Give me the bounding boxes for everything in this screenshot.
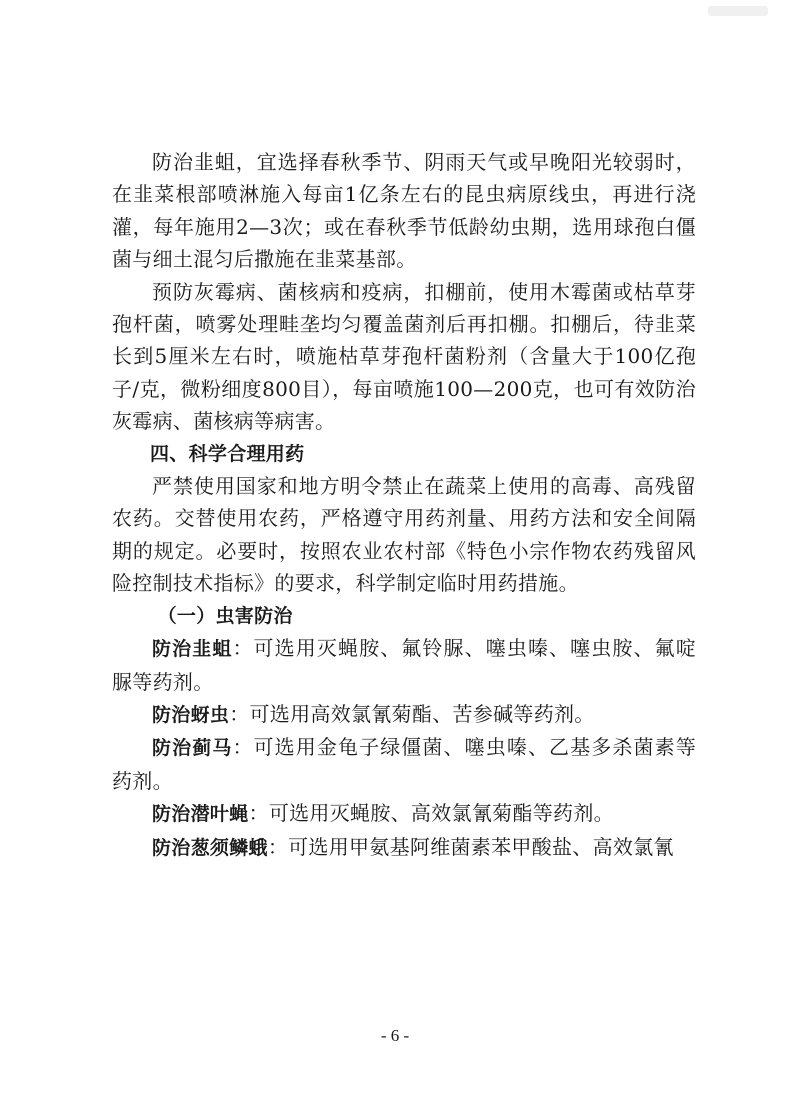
item-text: ：可选用甲氨基阿维菌素苯甲酸盐、高效氯氰	[267, 834, 674, 859]
item-text: ：可选用金龟子绿僵菌、噻虫嗪、乙基多杀菌素等药剂。	[112, 735, 696, 793]
paragraph-leek-maggot-control: 防治韭蛆，宜选择春秋季节、阴雨天气或早晚阳光较弱时，在韭菜根部喷淋施入每亩1亿条左右的昆虫病原线虫，再进行浇灌，每年施用2—3次；或在春秋季节低龄幼虫期，选用球孢白僵菌与细土混匀后撒施在韭菜基部。	[112, 150, 696, 272]
item-lead: 防治葱须鳞蛾	[152, 836, 268, 859]
list-item	[112, 831, 696, 864]
item-text: ：可选用灭蝇胺、高效氯氰菊酯等药剂。	[248, 801, 614, 826]
list-item	[112, 731, 696, 797]
list-item	[112, 698, 696, 731]
item-text: ：可选用高效氯氰菊酯、苦参碱等药剂。	[229, 701, 595, 726]
paragraph-disease-prevention: 预防灰霉病、菌核病和疫病，扣棚前，使用木霉菌或枯草芽孢杆菌，喷雾处理畦垄均匀覆盖菌剂后再扣棚。扣棚后，待韭菜长到5厘米左右时，喷施枯草芽孢杆菌粉剂（含量大于100亿孢子/克，微粉细度800目），每亩喷施100—200克，也可有效防治灰霉病、菌核病等病害。	[112, 279, 696, 434]
item-lead: 防治蚜虫	[152, 703, 230, 726]
paragraph-pesticide-rules: 严禁使用国家和地方明令禁止在蔬菜上使用的高毒、高残留农药。交替使用农药，严格遵守用药剂量、用药方法和安全间隔期的规定。必要时，按照农业农村部《特色小宗作物农药残留风险控制技术指标》的要求，科学制定临时用药措施。	[112, 474, 696, 596]
item-lead: 防治潜叶蝇	[152, 803, 249, 826]
subsection-heading: （一）虫害防治	[157, 604, 293, 627]
page-body	[112, 146, 696, 864]
list-item	[112, 632, 696, 698]
item-lead: 防治蓟马	[152, 737, 233, 760]
section-heading: 四、科学合理用药	[150, 442, 305, 465]
item-text: ：可选用灭蝇胺、氟铃脲、噻虫嗪、噻虫胺、氟啶脲等药剂。	[112, 636, 696, 694]
item-lead: 防治韭蛆	[152, 638, 233, 661]
list-item	[112, 797, 696, 830]
page-number: - 6 -	[380, 1026, 410, 1045]
scan-artifact	[708, 6, 768, 16]
